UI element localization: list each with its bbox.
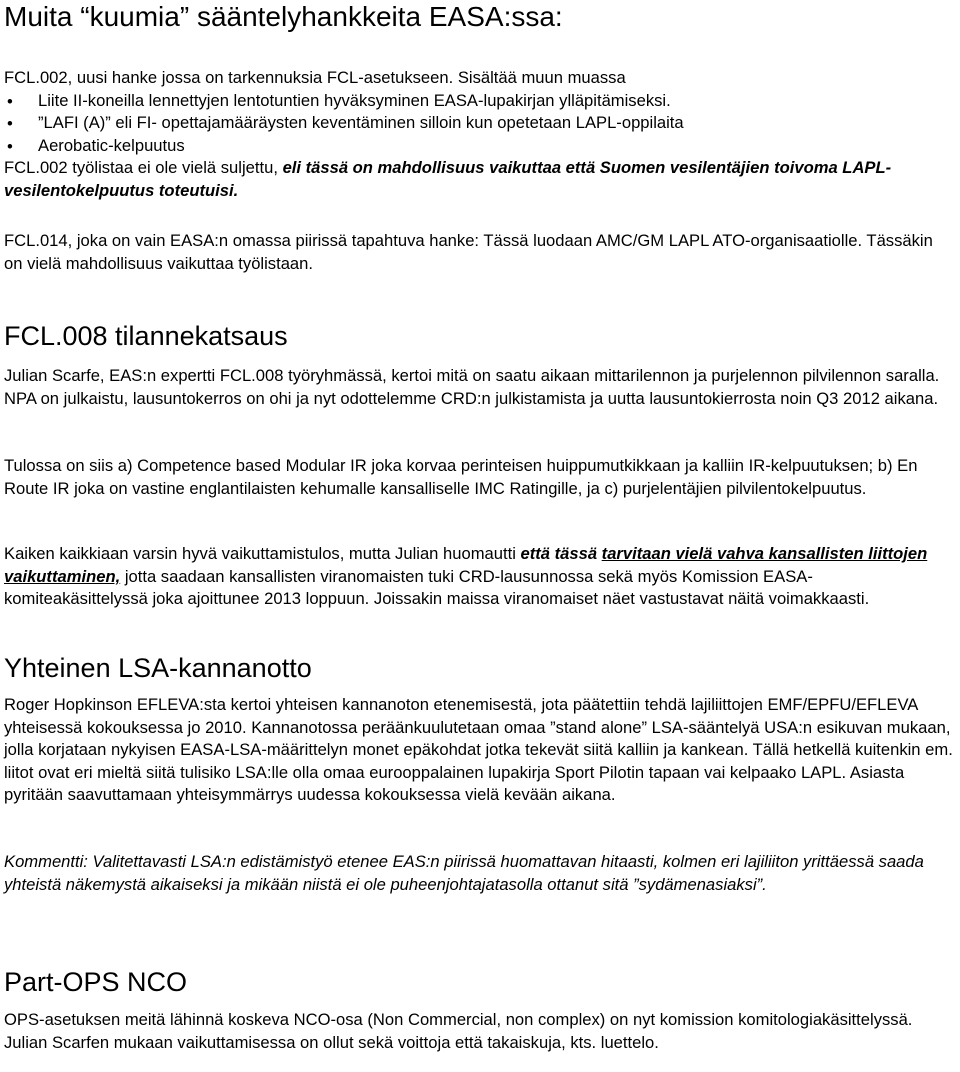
list-item <box>4 112 954 135</box>
outcome-text: Kaiken kaikkiaan varsin hyvä vaikuttamistulos, mutta Julian huomautti <box>4 544 521 563</box>
list-item-text: Aerobatic-kelpuutus <box>38 135 185 155</box>
fcl002-intro: FCL.002, uusi hanke jossa on tarkennuksia FCL-asetukseen. Sisältää muun muassa <box>4 68 626 87</box>
outcome-emphasis: että tässä <box>520 544 602 563</box>
fcl008-paragraph-1: Julian Scarfe, EAS:n expertti FCL.008 työryhmässä, kertoi mitä on saatu aikaan mittarilennon ja purjelennon pilvilennon saralla. NPA on julkaistu, lausuntokerros on ohi ja nyt odottelemme CRD:n julkistamista ja uutta lausuntokierrosta noin Q3 2012 aikana. <box>4 366 940 408</box>
list-item-text: Liite II-koneilla lennettyjen lentotuntien hyväksyminen EASA-lupakirjan ylläpitämiseksi. <box>38 90 671 110</box>
fcl008-paragraph-2: Tulossa on siis a) Competence based Modular IR joka korvaa perinteisen huippumutkikkaan ja kalliin IR-kelpuutuksen; b) En Route IR joka on vastine englantilaisten kehumalle kansalliselle IMC Ratingille, ja c) purjelentäjien pilvilentokelpuutus. <box>4 456 918 498</box>
outcome-text-continued: jotta saadaan kansallisten viranomaisten tuki CRD-lausunnossa sekä myös Komission EASA-komiteakäsittelyssä joka ajoittunee 2013 loppuun. Joissakin maissa viranomaiset näet vastustavat näitä voimakkaasti. <box>4 566 870 608</box>
comment-paragraph: Kommentti: Valitettavasti LSA:n edistämistyö etenee EAS:n piirissä huomattavan hitaasti, kolmen eri lajiliiton yrittäessä saada yhteistä näkemystä aikaiseksi ja mikään niistä ei ole puheenjohtajatasolla ottanut sitä ”sydämenasiaksi”. <box>4 852 924 894</box>
bullet-icon: • <box>7 91 13 111</box>
bullet-icon: • <box>7 114 13 133</box>
heading-other-regulation-projects: Muita “kuumia” sääntelyhankkeita EASA:ssa: <box>4 1 563 32</box>
outcome-underlined-emphasis: tarvitaan vielä vahva kansallisten liittojen vaikuttaminen, <box>4 544 928 586</box>
worklist-text: FCL.002 työlistaa ei ole vielä suljettu, <box>4 158 283 177</box>
fcl002-bullet-list <box>4 90 954 158</box>
heading-lsa-statement: Yhteinen LSA-kannanotto <box>4 653 312 683</box>
part-ops-paragraph: OPS-asetuksen meitä lähinnä koskeva NCO-osa (Non Commercial, non complex) on nyt komission komitologiakäsittelyssä. Julian Scarfen mukaan vaikuttamisessa on ollut sekä voittoja että takaiskuja, kts. luettelo. <box>4 1010 913 1052</box>
worklist-emphasis: eli tässä on mahdollisuus vaikuttaa että Suomen vesilentäjien toivoma LAPL- vesilentokelpuutus toteutuisi. <box>4 158 892 200</box>
heading-part-ops-nco: Part-OPS NCO <box>4 967 188 997</box>
fcl008-paragraph-3 <box>4 543 954 611</box>
list-item-text: ”LAFI (A)” eli FI- opettajamääräysten keventäminen silloin kun opetetaan LAPL-oppilaita <box>38 113 684 132</box>
heading-fcl008-status: FCL.008 tilannekatsaus <box>4 321 288 351</box>
bullet-icon: • <box>7 136 13 156</box>
lsa-paragraph: Roger Hopkinson EFLEVA:sta kertoi yhteisen kannanoton etenemisestä, jota päätettiin tehdä lajiliittojen EMF/EPFU/EFLEVA yhteisessä kokouksessa jo 2010. Kannanotossa peräänkuulutetaan omaa ”stand alone” LSA-sääntelyä USA:n esikuvan mukaan, jolla korjataan nykyisen EASA-LSA-määrittelyn monet epäkohdat jotka tekevät siitä kalliin ja kankean. Tällä hetkellä kuitenkin em. liitot ovat eri mieltä siitä tulisiko LSA:lle olla omaa eurooppalainen lupakirja Sport Pilotin tapaan vai kelpaako LAPL. Asiasta pyritään saavuttamaan yhteisymmärrys uudessa kokouksessa vielä kevään aikana. <box>4 695 953 804</box>
section-fcl002 <box>4 67 954 202</box>
list-item <box>4 90 954 113</box>
fcl014-paragraph: FCL.014, joka on vain EASA:n omassa piirissä tapahtuva hanke: Tässä luodaan AMC/GM LAPL ATO-organisaatiolle. Tässäkin on vielä mahdollisuus vaikuttaa työlistaan. <box>4 231 933 273</box>
fcl002-worklist-paragraph <box>4 157 954 202</box>
list-item <box>4 135 954 158</box>
